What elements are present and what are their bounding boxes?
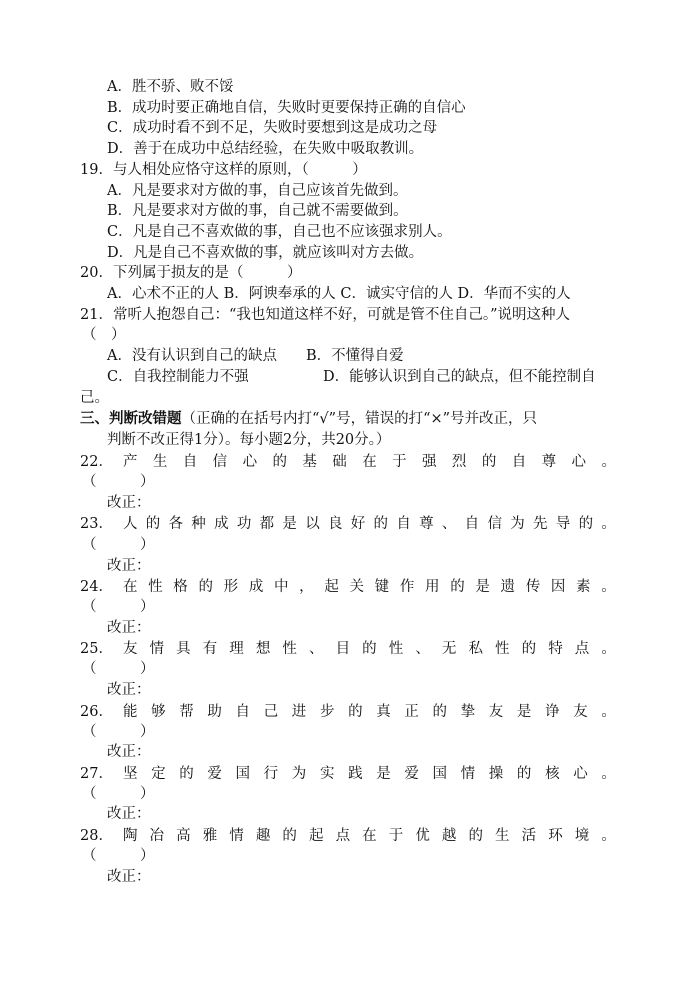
section3-instructions-line1: （正确的在括号内打“√”号，错误的打“×”号并改正，只 <box>181 411 538 427</box>
q19-option-d: D．凡是自己不喜欢做的事，就应该叫对方去做。 <box>107 245 424 261</box>
tf-item-24-paren[interactable]: （ ） <box>82 599 155 615</box>
q20-options: A．心术不正的人 B．阿谀奉承的人 C．诚实守信的人 D．华而不实的人 <box>107 286 571 302</box>
q18-option-b: B．成功时要正确地自信，失败时更要保持正确的自信心 <box>107 100 466 116</box>
tf-item-24-num: 24． <box>80 579 113 595</box>
tf-item-28-num: 28． <box>80 828 113 844</box>
tf-item-26-num: 26． <box>80 704 113 720</box>
section3-title: 三、判断改错题 <box>80 410 182 427</box>
section3-heading <box>80 409 537 429</box>
tf-item-23-paren[interactable]: （ ） <box>82 537 155 553</box>
tf-item-22-paren[interactable]: （ ） <box>82 474 155 490</box>
tf-item-25-correction: 改正： <box>107 682 151 698</box>
tf-item-27-text: 坚 定 的 爱 国 行 为 实 践 是 爱 国 情 操 的 核 心 。 <box>122 766 616 782</box>
tf-item-22-correction: 改正： <box>107 495 151 511</box>
q18-option-d: D．善于在成功中总结经验，在失败中吸取教训。 <box>107 141 424 157</box>
q18-option-a: A．胜不骄、败不馁 <box>107 79 234 95</box>
section3-instructions-line2: 判断不改正得1分）。每小题2分，共20分。） <box>107 432 391 448</box>
tf-item-22-num: 22． <box>80 454 113 470</box>
q21-answer-paren: （ ） <box>82 327 126 343</box>
tf-item-23-num: 23． <box>80 516 113 532</box>
tf-item-28-correction: 改正： <box>107 869 151 885</box>
tf-item-27-paren[interactable]: （ ） <box>82 786 155 802</box>
tf-item-25-text: 友 情 具 有 理 想 性 、 目 的 性 、 无 私 性 的 特 点 。 <box>122 641 616 657</box>
tf-item-22-text: 产 生 自 信 心 的 基 础 在 于 强 烈 的 自 尊 心 。 <box>122 454 616 470</box>
tf-item-27 <box>80 764 616 784</box>
q21-options-ab: A．没有认识到自己的缺点 B．不懂得自爱 <box>107 348 404 364</box>
tf-item-28-paren[interactable]: （ ） <box>82 848 155 864</box>
tf-item-27-correction: 改正： <box>107 806 151 822</box>
tf-item-26 <box>80 702 616 722</box>
tf-item-23-correction: 改正： <box>107 558 151 574</box>
tf-item-24-correction: 改正： <box>107 620 151 636</box>
q21-option-c: C．自我控制能力不强 <box>107 369 249 385</box>
tf-item-25-num: 25． <box>80 641 113 657</box>
tf-item-25 <box>80 639 616 659</box>
q21-stem: 21．常听人抱怨自己：“我也知道这样不好，可就是管不住自己。”说明这种人 <box>80 307 571 323</box>
tf-item-22 <box>80 452 616 472</box>
tf-item-28-text: 陶 冶 高 雅 情 趣 的 起 点 在 于 优 越 的 生 活 环 境 。 <box>122 828 616 844</box>
tf-item-26-paren[interactable]: （ ） <box>82 724 155 740</box>
tf-item-24-text: 在 性 格 的 形 成 中 ， 起 关 键 作 用 的 是 遗 传 因 素 。 <box>122 579 616 595</box>
q20-stem: 20．下列属于损友的是（ ） <box>80 265 302 281</box>
q19-stem: 19．与人相处应恪守这样的原则，（ ） <box>80 162 367 178</box>
tf-item-23-text: 人 的 各 种 成 功 都 是 以 良 好 的 自 尊 、 自 信 为 先 导 的 。 <box>122 516 616 532</box>
tf-item-25-paren[interactable]: （ ） <box>82 661 155 677</box>
q19-option-b: B．凡是要求对方做的事，自己就不需要做到。 <box>107 203 408 219</box>
tf-item-26-text: 能 够 帮 助 自 己 进 步 的 真 正 的 挚 友 是 诤 友 。 <box>122 704 616 720</box>
tf-item-24 <box>80 577 616 597</box>
tf-item-23 <box>80 514 616 534</box>
q21-option-d: D．能够认识到自己的缺点，但不能控制自 <box>323 369 596 385</box>
q19-option-c: C．凡是自己不喜欢做的事，自己也不应该强求别人。 <box>107 224 452 240</box>
tf-item-26-correction: 改正： <box>107 744 151 760</box>
q21-option-d-continued: 己。 <box>80 390 109 406</box>
tf-item-28 <box>80 826 616 846</box>
q19-option-a: A．凡是要求对方做的事，自己应该首先做到。 <box>107 183 408 199</box>
tf-item-27-num: 27． <box>80 766 113 782</box>
q18-option-c: C．成功时看不到不足，失败时要想到这是成功之母 <box>107 120 438 136</box>
